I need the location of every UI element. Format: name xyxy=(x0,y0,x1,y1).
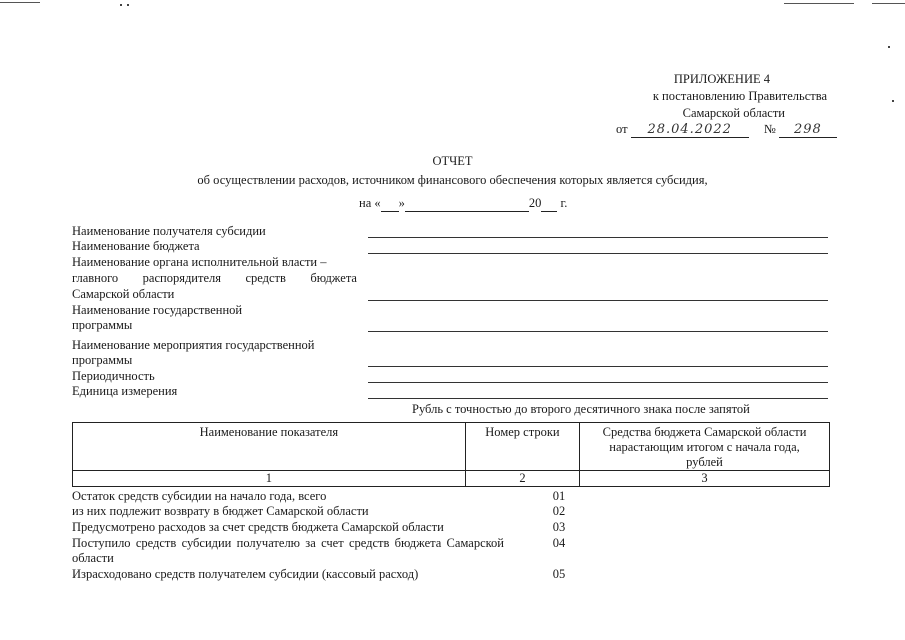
field-label: Наименование получателя субсидии xyxy=(72,224,266,238)
appendix-number-prefix: № xyxy=(763,122,776,136)
report-year-blank xyxy=(541,196,557,212)
scan-artifact-line xyxy=(784,3,854,4)
scan-artifact-dot xyxy=(892,100,894,102)
header-budget-funds: Средства бюджета Самарской области нарастающим итогом с начала года, рублей xyxy=(580,423,830,471)
field-label: Наименование мероприятия государственной xyxy=(72,338,315,352)
row-label: Остаток средств субсидии на начало года, всего xyxy=(72,489,327,503)
field-label: Единица измерения xyxy=(72,384,178,398)
scan-artifact-line xyxy=(872,3,905,4)
appendix-date-value: 28.04.2022 xyxy=(631,122,749,138)
row-label: Предусмотрено расходов за счет средств бюджета Самарской области xyxy=(72,520,444,534)
row-code: 02 xyxy=(552,504,566,518)
field-label: главного распорядителя средств бюджета xyxy=(72,271,357,285)
header-col-2: 2 xyxy=(465,471,579,487)
report-year-suffix: г. xyxy=(560,196,568,210)
row-code: 01 xyxy=(552,489,566,503)
report-month-blank xyxy=(405,196,529,212)
row-label: из них подлежит возврату в бюджет Самарской области xyxy=(72,504,369,518)
field-fill-line[interactable] xyxy=(368,398,828,399)
field-fill-line[interactable] xyxy=(368,366,828,367)
row-label: Поступило средств субсидии получателю за счет средств бюджета Самарской области xyxy=(72,536,504,565)
report-day-blank xyxy=(381,196,399,212)
field-fill-line[interactable] xyxy=(368,300,828,301)
header-col-1: 1 xyxy=(73,471,466,487)
report-subtitle: об осуществлении расходов, источником финансового обеспечения которых является субсидия, xyxy=(197,173,708,187)
field-label: Периодичность xyxy=(72,369,155,383)
appendix-date-line xyxy=(616,122,837,138)
row-code: 05 xyxy=(552,567,566,581)
field-label: Самарской области xyxy=(72,287,175,301)
scan-artifact-dot xyxy=(127,4,129,6)
header-row-number: Номер строки xyxy=(465,423,579,471)
scan-artifact-dot xyxy=(120,4,122,6)
appendix-title: ПРИЛОЖЕНИЕ 4 xyxy=(673,72,770,86)
field-fill-line[interactable] xyxy=(368,382,828,383)
report-title: ОТЧЕТ xyxy=(432,154,473,168)
field-label: программы xyxy=(72,353,133,367)
field-fill-line[interactable] xyxy=(368,237,828,238)
scan-artifact-dot xyxy=(888,46,890,48)
report-date-prefix: на « xyxy=(359,196,381,210)
report-year-prefix: 20 xyxy=(528,196,542,210)
field-fill-line[interactable] xyxy=(368,331,828,332)
report-date-mid: » xyxy=(398,196,405,210)
field-label: программы xyxy=(72,318,133,332)
header-indicator-name: Наименование показателя xyxy=(73,423,466,471)
report-table-header xyxy=(72,422,830,487)
appendix-date-prefix: от xyxy=(616,122,628,136)
appendix-line2: Самарской области xyxy=(682,106,785,120)
unit-note: Рубль с точностью до второго десятичного знака после запятой xyxy=(412,402,750,416)
appendix-line1: к постановлению Правительства xyxy=(652,89,827,103)
field-fill-line[interactable] xyxy=(368,253,828,254)
header-col-3: 3 xyxy=(580,471,830,487)
field-label: Наименование бюджета xyxy=(72,239,200,253)
row-label: Израсходовано средств получателем субсидии (кассовый расход) xyxy=(72,567,419,581)
appendix-number-value: 298 xyxy=(779,122,837,138)
report-date-line xyxy=(359,196,567,212)
row-code: 04 xyxy=(552,536,566,550)
field-label: Наименование государственной xyxy=(72,303,243,317)
field-label: Наименование органа исполнительной власти – xyxy=(72,255,327,269)
row-code: 03 xyxy=(552,520,566,534)
scan-artifact-line xyxy=(0,2,40,3)
